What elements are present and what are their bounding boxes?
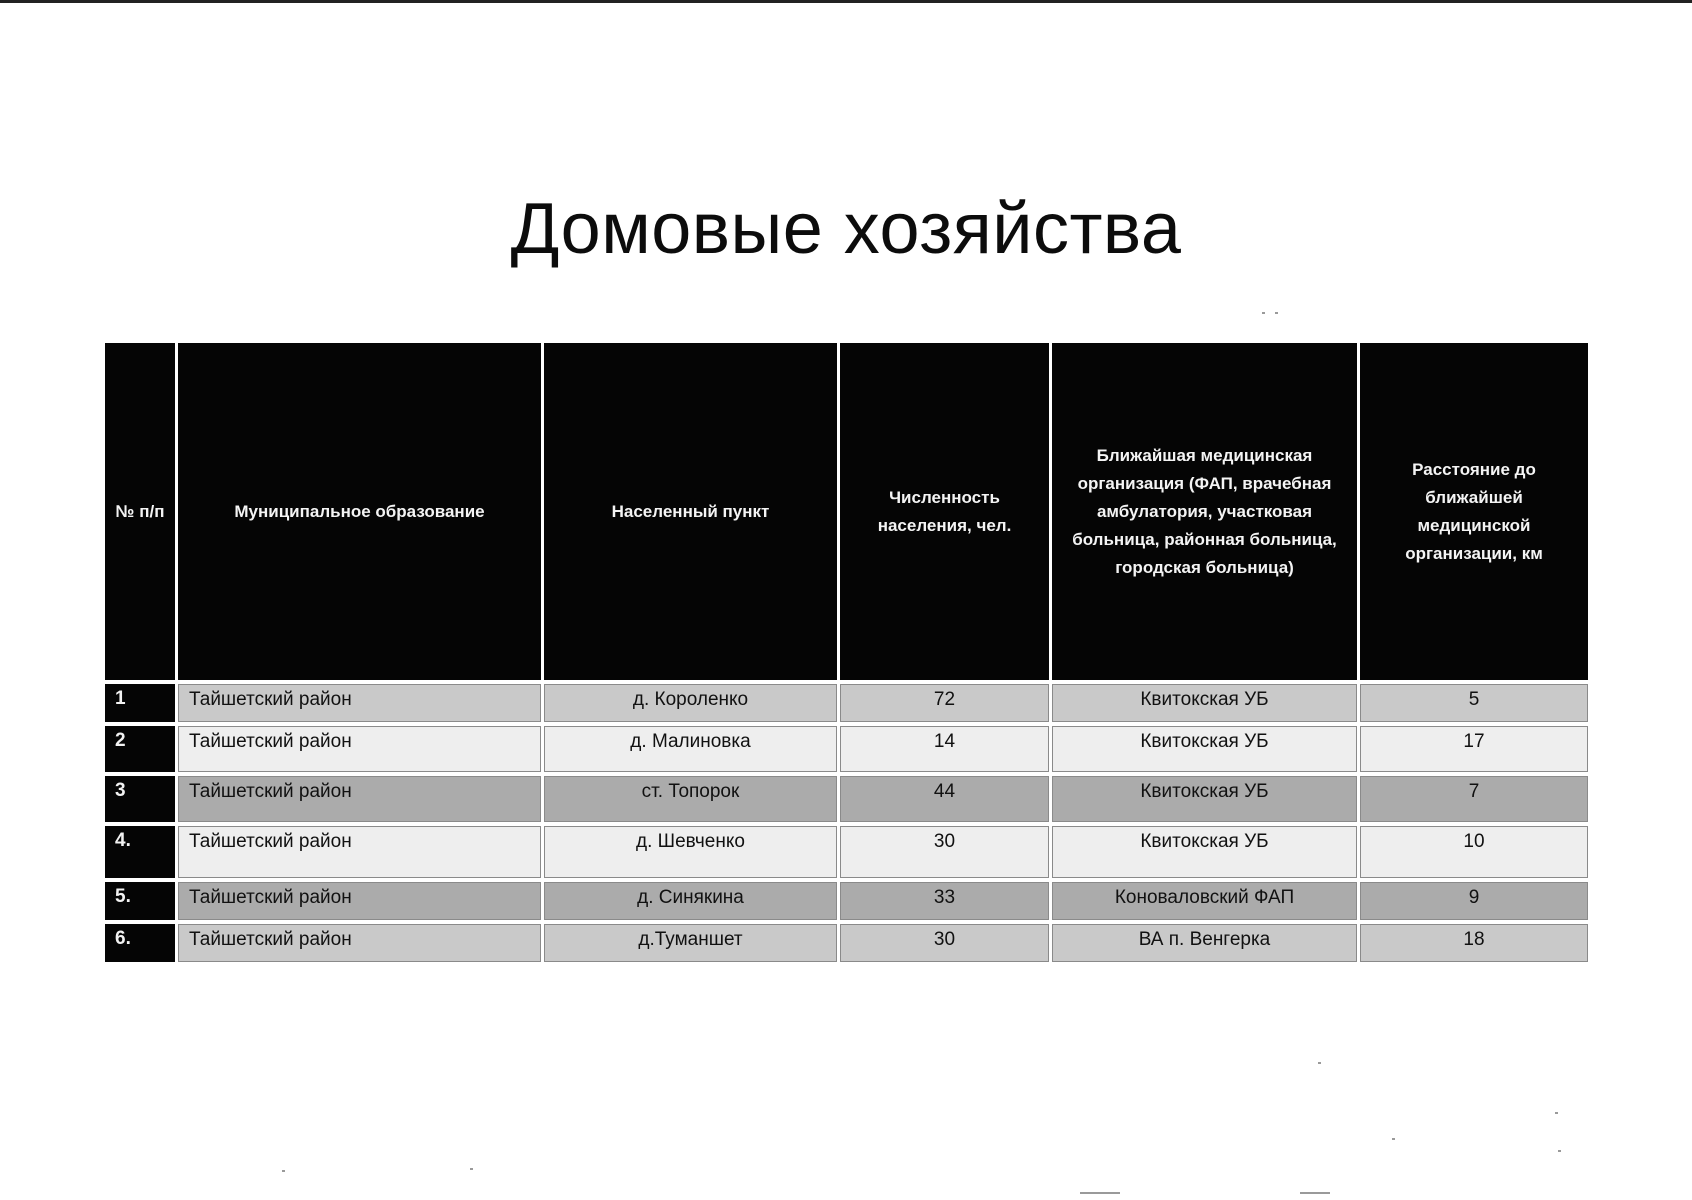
settlement-cell: д. Малиновка — [544, 726, 837, 772]
header-municipality: Муниципальное образование — [178, 343, 541, 680]
population-cell: 30 — [840, 826, 1049, 878]
medical-organization-cell: Коноваловский ФАП — [1052, 882, 1357, 920]
scan-speck — [1555, 1112, 1558, 1114]
distance-cell: 5 — [1360, 684, 1588, 722]
settlement-cell: ст. Топорок — [544, 776, 837, 822]
household-table — [102, 339, 1591, 966]
population-cell: 44 — [840, 776, 1049, 822]
household-table-container — [102, 339, 1582, 966]
population-cell: 14 — [840, 726, 1049, 772]
medical-organization-cell: ВА п. Венгерка — [1052, 924, 1357, 962]
header-distance: Расстояние до ближайшей медицинской организации, км — [1360, 343, 1588, 680]
municipality-cell: Тайшетский район — [178, 924, 541, 962]
municipality-cell: Тайшетский район — [178, 826, 541, 878]
table-row — [105, 826, 1588, 878]
distance-cell: 9 — [1360, 882, 1588, 920]
table-row — [105, 882, 1588, 920]
scan-speck — [1558, 1150, 1561, 1152]
row-number: 3 — [105, 776, 175, 822]
header-population: Численность населения, чел. — [840, 343, 1049, 680]
top-rule — [0, 0, 1692, 3]
row-number: 2 — [105, 726, 175, 772]
scan-speck — [1275, 312, 1278, 314]
settlement-cell: д. Короленко — [544, 684, 837, 722]
municipality-cell: Тайшетский район — [178, 776, 541, 822]
medical-organization-cell: Квитокская УБ — [1052, 684, 1357, 722]
distance-cell: 10 — [1360, 826, 1588, 878]
municipality-cell: Тайшетский район — [178, 684, 541, 722]
scan-speck — [282, 1170, 285, 1172]
medical-organization-cell: Квитокская УБ — [1052, 726, 1357, 772]
scan-speck — [1262, 312, 1265, 314]
header-settlement: Населенный пункт — [544, 343, 837, 680]
scan-speck — [1300, 1192, 1330, 1194]
municipality-cell: Тайшетский район — [178, 882, 541, 920]
population-cell: 72 — [840, 684, 1049, 722]
table-row — [105, 924, 1588, 962]
population-cell: 30 — [840, 924, 1049, 962]
scan-speck — [1318, 1062, 1321, 1064]
distance-cell: 17 — [1360, 726, 1588, 772]
settlement-cell: д.Туманшет — [544, 924, 837, 962]
table-row — [105, 776, 1588, 822]
settlement-cell: д. Синякина — [544, 882, 837, 920]
medical-organization-cell: Квитокская УБ — [1052, 776, 1357, 822]
table-header — [105, 343, 1588, 680]
population-cell: 33 — [840, 882, 1049, 920]
scan-speck — [1392, 1138, 1395, 1140]
header-number: № п/п — [105, 343, 175, 680]
header-row — [105, 343, 1588, 680]
distance-cell: 7 — [1360, 776, 1588, 822]
row-number: 1 — [105, 684, 175, 722]
scan-speck — [470, 1168, 473, 1170]
row-number: 5. — [105, 882, 175, 920]
row-number: 6. — [105, 924, 175, 962]
medical-organization-cell: Квитокская УБ — [1052, 826, 1357, 878]
table-body — [105, 684, 1588, 962]
table-row — [105, 726, 1588, 772]
table-row — [105, 684, 1588, 722]
row-number: 4. — [105, 826, 175, 878]
header-medical-organization: Ближайшая медицинская организация (ФАП, врачебная амбулатория, участковая больница, районная больница, городская больница) — [1052, 343, 1357, 680]
municipality-cell: Тайшетский район — [178, 726, 541, 772]
settlement-cell: д. Шевченко — [544, 826, 837, 878]
distance-cell: 18 — [1360, 924, 1588, 962]
scan-speck — [1080, 1192, 1120, 1194]
page-title: Домовые хозяйства — [510, 189, 1182, 269]
